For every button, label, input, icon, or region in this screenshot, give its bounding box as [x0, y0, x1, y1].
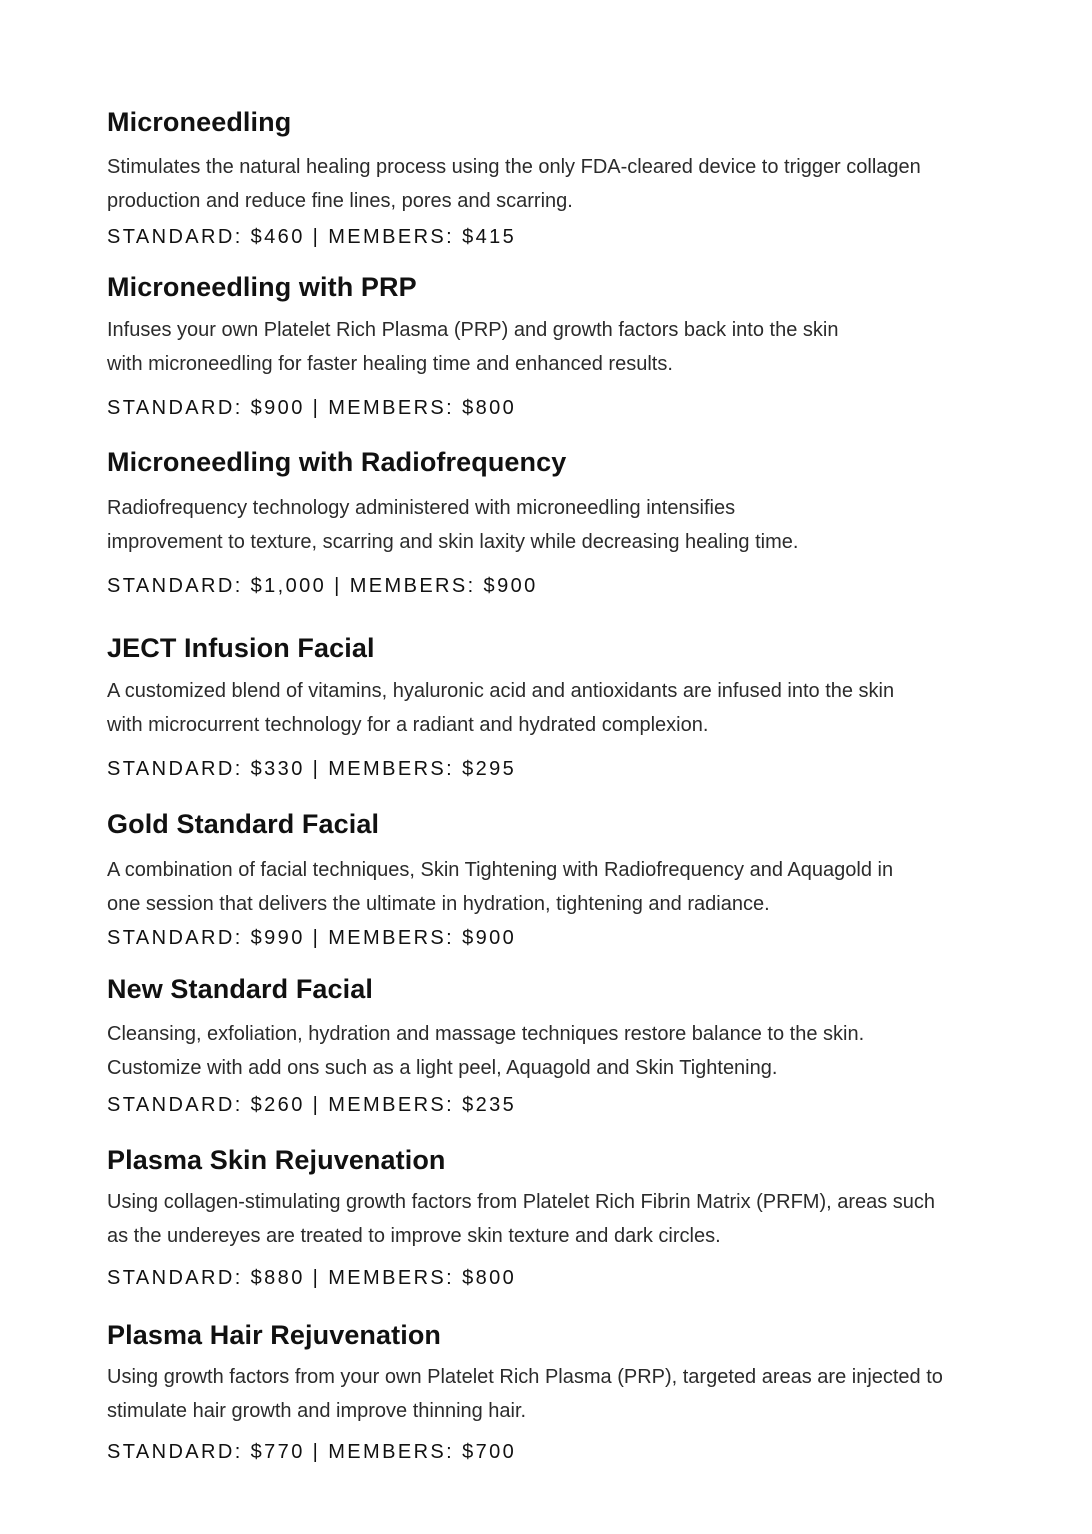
service-title: Microneedling with PRP [107, 272, 417, 302]
service-description: Stimulates the natural healing process using the only FDA-cleared device to trigger collagen production and reduce fine lines, pores and scarring. [107, 156, 921, 212]
service-description: Infuses your own Platelet Rich Plasma (PRP) and growth factors back into the skin with microneedling for faster healing time and enhanced results. [107, 319, 839, 375]
service-price: STANDARD: $990 | MEMBERS: $900 [107, 927, 517, 949]
service-title: Plasma Skin Rejuvenation [107, 1145, 446, 1175]
service-price: STANDARD: $260 | MEMBERS: $235 [107, 1094, 517, 1116]
service-price: STANDARD: $900 | MEMBERS: $800 [107, 397, 517, 419]
service-price: STANDARD: $880 | MEMBERS: $800 [107, 1267, 517, 1289]
service-description: Radiofrequency technology administered with microneedling intensifies improvement to texture, scarring and skin laxity while decreasing healing time. [107, 497, 799, 553]
service-price: STANDARD: $330 | MEMBERS: $295 [107, 758, 517, 780]
service-description: Using growth factors from your own Platelet Rich Plasma (PRP), targeted areas are injected to stimulate hair growth and improve thinning hair. [107, 1366, 943, 1422]
service-title: Microneedling [107, 107, 292, 137]
service-description: A customized blend of vitamins, hyaluronic acid and antioxidants are infused into the skin with microcurrent technology for a radiant and hydrated complexion. [107, 680, 895, 736]
service-title: New Standard Facial [107, 974, 373, 1004]
service-price: STANDARD: $770 | MEMBERS: $700 [107, 1441, 517, 1463]
service-price: STANDARD: $460 | MEMBERS: $415 [107, 226, 517, 248]
service-description: Using collagen-stimulating growth factors from Platelet Rich Fibrin Matrix (PRFM), areas such as the undereyes are treated to improve skin texture and dark circles. [107, 1191, 936, 1247]
service-description: Cleansing, exfoliation, hydration and massage techniques restore balance to the skin. Customize with add ons such as a light peel, Aquagold and Skin Tightening. [107, 1023, 865, 1079]
service-price: STANDARD: $1,000 | MEMBERS: $900 [107, 575, 538, 597]
service-description: A combination of facial techniques, Skin Tightening with Radiofrequency and Aquagold in one session that delivers the ultimate in hydration, tightening and radiance. [107, 859, 894, 915]
service-title: JECT Infusion Facial [107, 633, 375, 663]
service-title: Gold Standard Facial [107, 809, 380, 839]
service-title: Plasma Hair Rejuvenation [107, 1320, 442, 1350]
service-title: Microneedling with Radiofrequency [107, 447, 567, 477]
